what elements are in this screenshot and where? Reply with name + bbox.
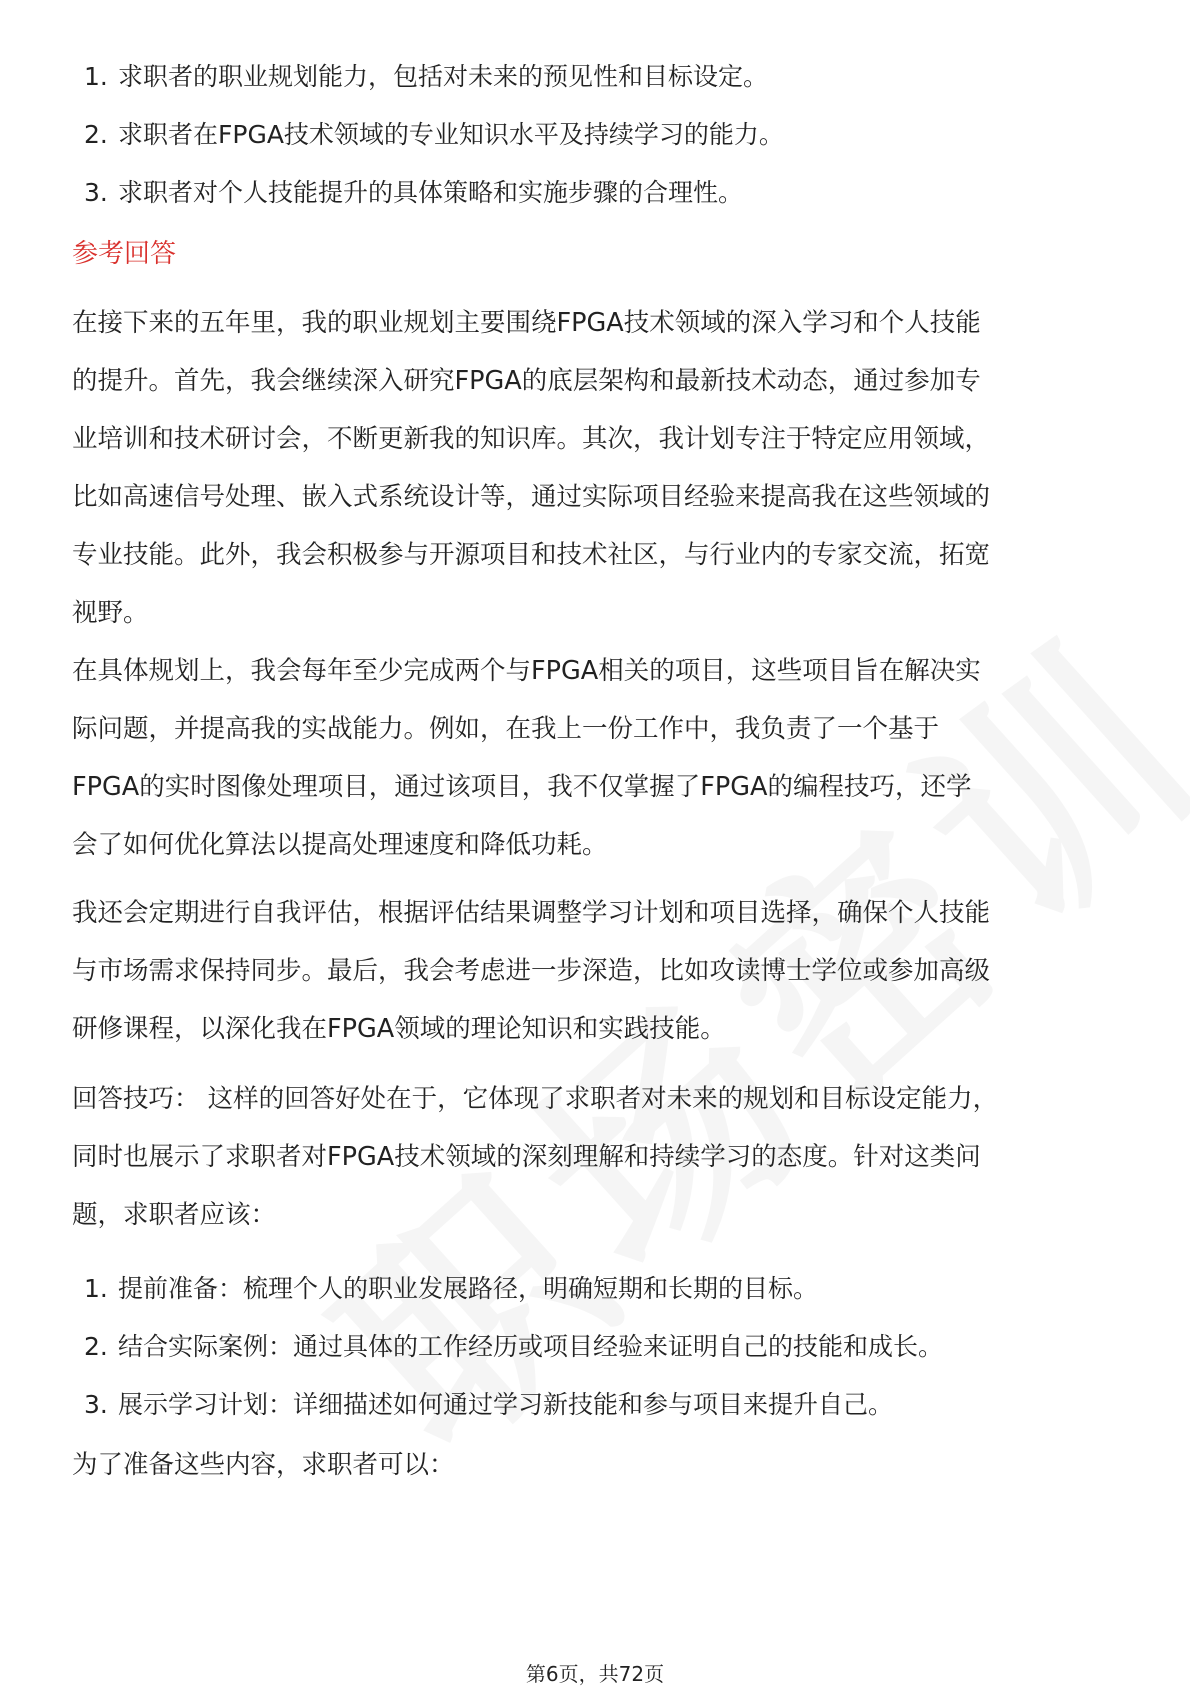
tips-list (84, 1274, 943, 1448)
page-number: 第6页，共72页 (525, 1662, 665, 1686)
answer-paragraph-2: 在具体规划上，我会每年至少完成两个与FPGA相关的项目，这些项目旨在解决实 际问题，并提高我的实战能力。例如，在我上一份工作中，我负责了一个基于 FPGA的实时图像处理项目，通过该项目，我不仅掌握了FPGA的编程技巧，还学 会了如何优化算法以提高处理速度和降低功耗。 (72, 656, 981, 860)
evaluation-points-list (84, 62, 784, 236)
section-heading: 参考回答 (72, 239, 177, 269)
list-item: 3. 展示学习计划：详细描述如何通过学习新技能和参与项目来提升自己。 (84, 1390, 894, 1419)
answer-paragraph-3: 我还会定期进行自我评估，根据评估结果调整学习计划和项目选择，确保个人技能 与市场需求保持同步。最后，我会考虑进一步深造，比如攻读博士学位或参加高级 研修课程，以深化我在FPGA领域的理论知识和实践技能。 (72, 898, 991, 1044)
answer-tips-paragraph: 回答技巧： 这样的回答好处在于，它体现了求职者对未来的规划和目标设定能力， 同时也展示了求职者对FPGA技术领域的深刻理解和持续学习的态度。针对这类问 题，求职者应该： (72, 1084, 999, 1230)
list-item: 2. 结合实际案例：通过具体的工作经历或项目经验来证明自己的技能和成长。 (84, 1332, 944, 1361)
answer-paragraph-1: 在接下来的五年里，我的职业规划主要围绕FPGA技术领域的深入学习和个人技能 的提升。首先，我会继续深入研究FPGA的底层架构和最新技术动态，通过参加专 业培训和技术研讨会，不断更新我的知识库。其次，我计划专注于特定应用领域， 比如高速信号处理、嵌入式系统设计等，通过实际项目经验来提高我在这些领域的 专业技能。此外，我会积极参与开源项目和技术社区，与行业内的专家交流，拓宽 视野。 (72, 308, 991, 628)
list-item: 2. 求职者在FPGA技术领域的专业知识水平及持续学习的能力。 (84, 120, 784, 149)
list-item: 1. 提前准备：梳理个人的职业发展路径，明确短期和长期的目标。 (84, 1274, 819, 1303)
closing-paragraph: 为了准备这些内容，求职者可以： (72, 1450, 455, 1480)
list-item: 3. 求职者对个人技能提升的具体策略和实施步骤的合理性。 (84, 178, 744, 207)
list-item: 1. 求职者的职业规划能力，包括对未来的预见性和目标设定。 (84, 62, 769, 91)
